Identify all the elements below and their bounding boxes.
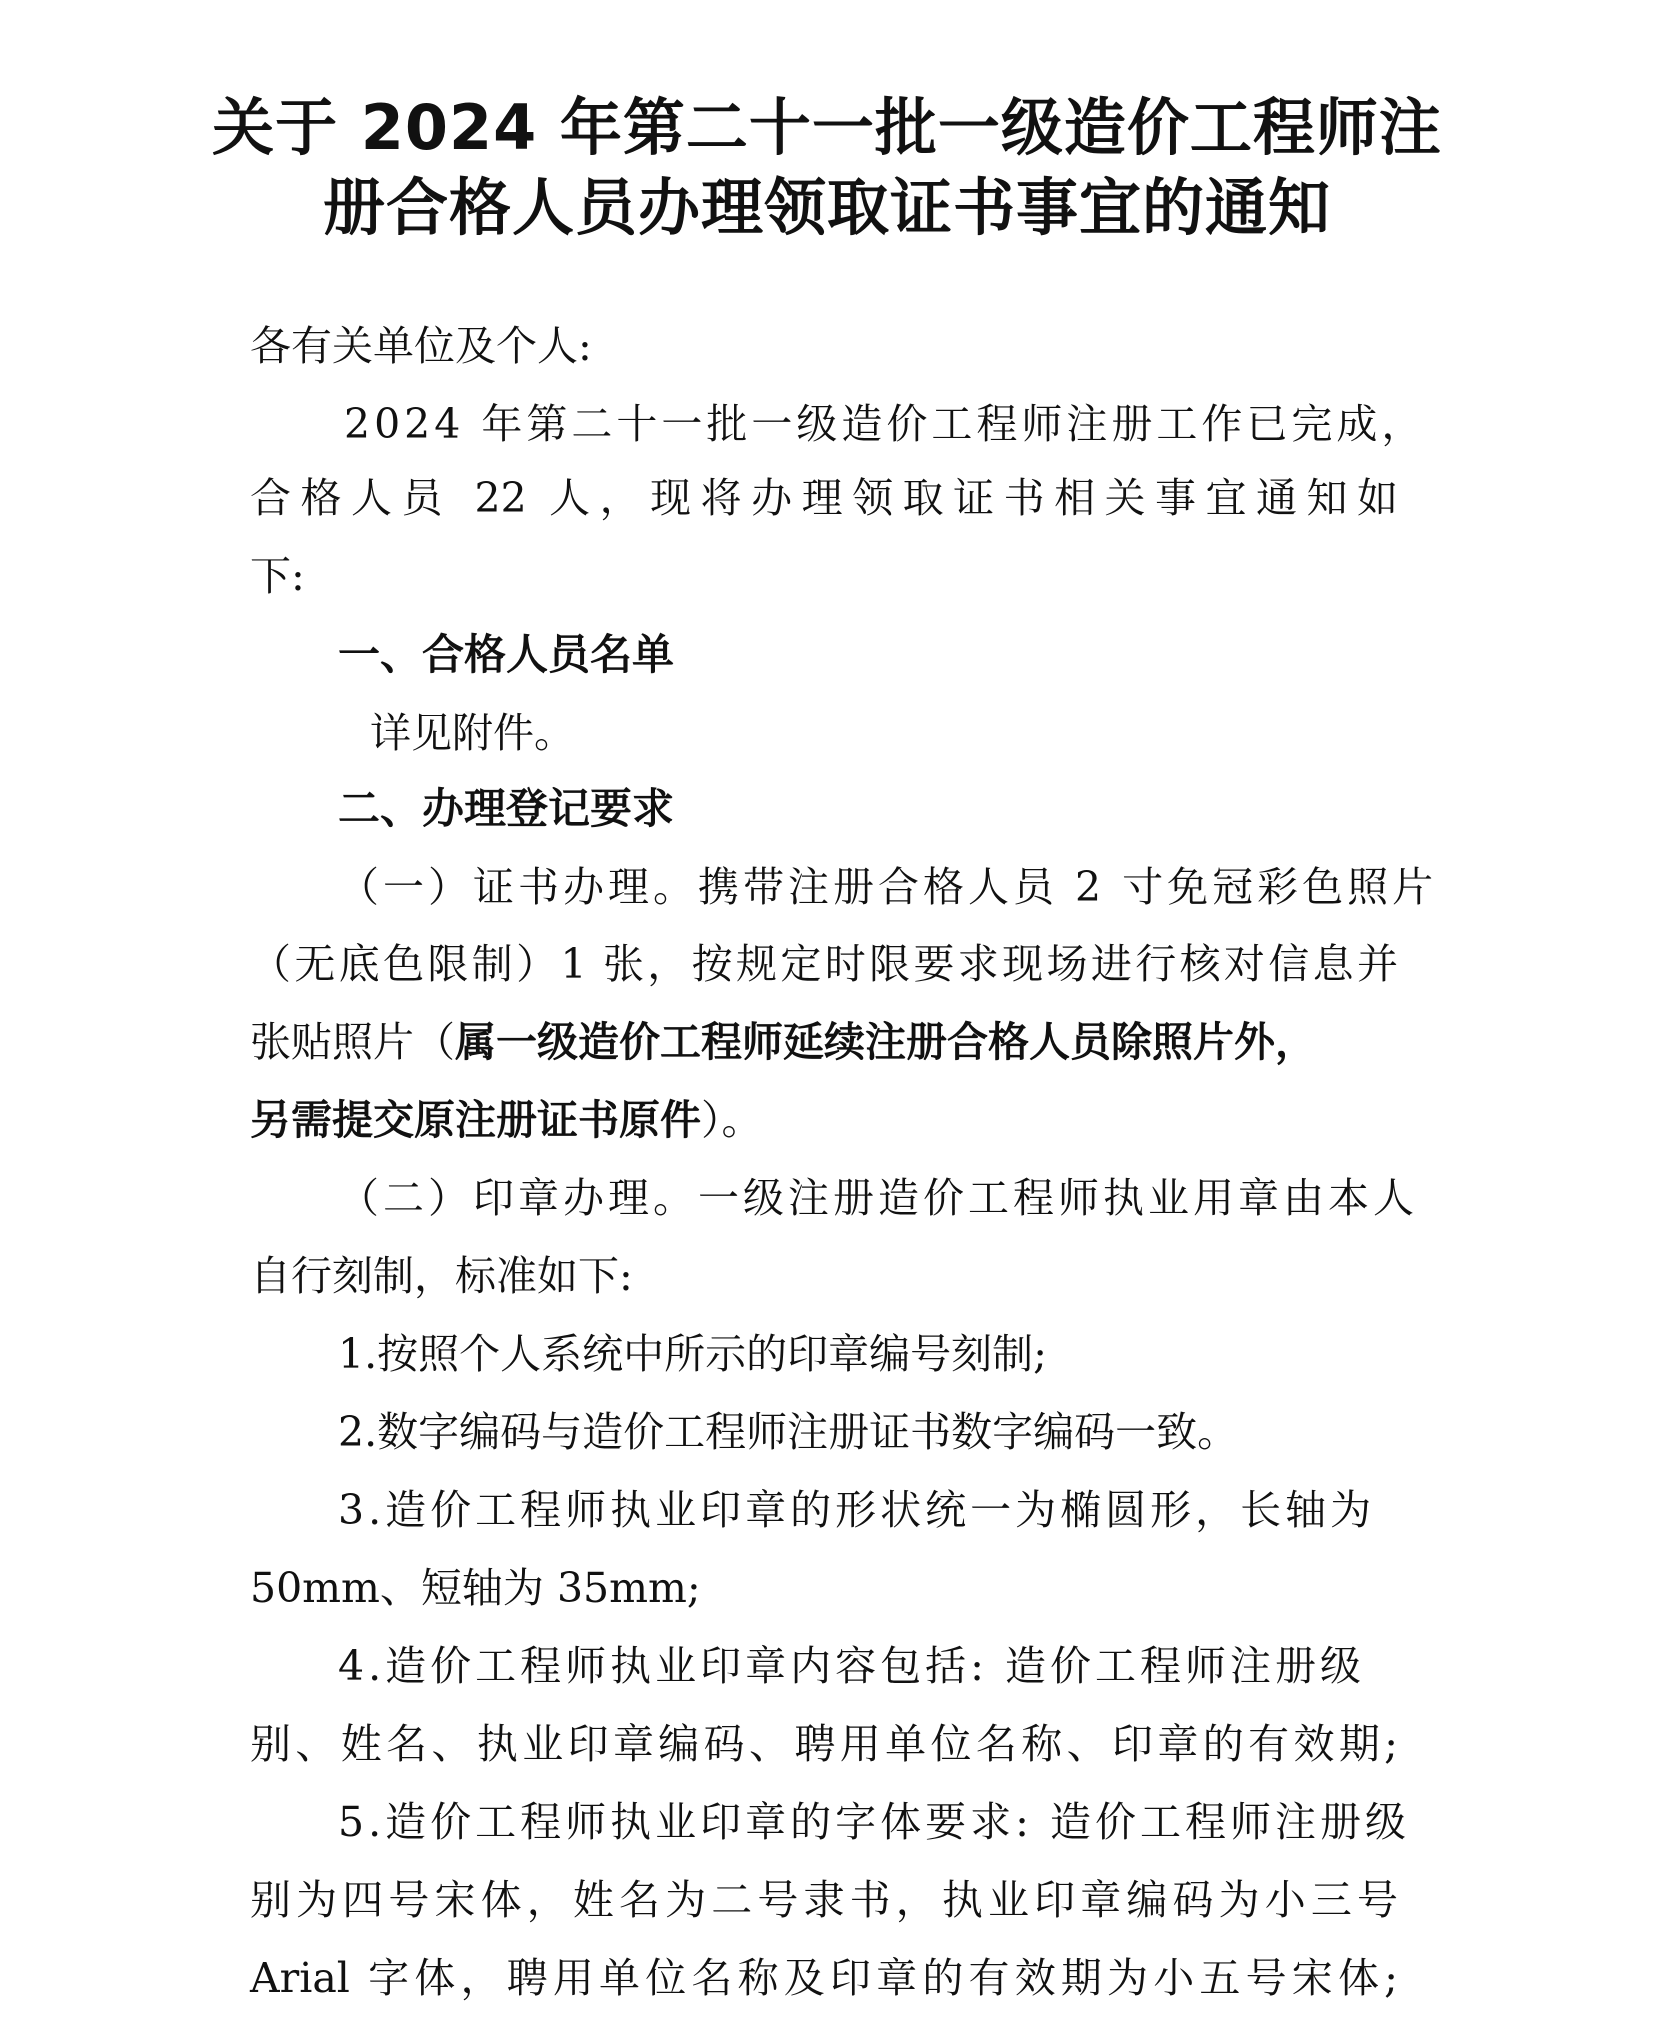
item-1-line-4-bold: 另需提交原注册证书原件	[250, 1096, 701, 1144]
item-1-line-3-bold: 属一级造价工程师延续注册合格人员除照片外，	[455, 1018, 1316, 1066]
item-2-line-1: （二）印章办理。一级注册造价工程师执业用章由本人	[338, 1174, 1418, 1222]
document-title-line-2: 册合格人员办理领取证书事宜的通知	[322, 171, 1331, 244]
item-1-line-3	[250, 1012, 1316, 1072]
intro-line-1: 2024 年第二十一批一级造价工程师注册工作已完成，	[344, 400, 1427, 448]
item-1-line-1: （一）证书办理。携带注册合格人员 2 寸免冠彩色照片	[338, 863, 1438, 911]
rule-5-line-2: 别为四号宋体，姓名为二号隶书，执业印章编码为小三号	[250, 1876, 1398, 1924]
document-title-line-1: 关于 2024 年第二十一批一级造价工程师注	[212, 91, 1442, 164]
item-2-line-2: 自行刻制，标准如下:	[250, 1252, 633, 1300]
rule-4-line-2: 别、姓名、执业印章编码、聘用单位名称、印章的有效期;	[250, 1720, 1398, 1768]
item-1-line-4	[250, 1090, 763, 1150]
section-1-body: 详见附件。	[370, 709, 575, 757]
item-1-line-2: （无底色限制）1 张，按规定时限要求现场进行核对信息并	[250, 940, 1398, 988]
item-1-line-4-suffix: ）。	[701, 1096, 763, 1144]
intro-line-2: 合格人员 22 人，现将办理领取证书相关事宜通知如	[250, 474, 1398, 522]
intro-line-3: 下:	[250, 552, 305, 600]
rule-3-line-1: 3.造价工程师执业印章的形状统一为椭圆形，长轴为	[338, 1486, 1376, 1534]
section-2-heading: 二、办理登记要求	[338, 784, 675, 833]
rule-3-line-2: 50mm、短轴为 35mm;	[250, 1564, 701, 1612]
rule-5-line-3: Arial 字体，聘用单位名称及印章的有效期为小五号宋体;	[250, 1954, 1398, 2002]
rule-1: 1.按照个人系统中所示的印章编号刻制;	[338, 1330, 1047, 1378]
item-1-line-3-prefix: 张贴照片（	[250, 1018, 455, 1066]
section-1-heading: 一、合格人员名单	[338, 630, 675, 679]
rule-5-line-1: 5.造价工程师执业印章的字体要求: 造价工程师注册级	[338, 1798, 1410, 1846]
rule-2: 2.数字编码与造价工程师注册证书数字编码一致。	[338, 1408, 1239, 1456]
salutation: 各有关单位及个人:	[250, 322, 592, 370]
rule-4-line-1: 4.造价工程师执业印章内容包括: 造价工程师注册级	[338, 1642, 1365, 1690]
